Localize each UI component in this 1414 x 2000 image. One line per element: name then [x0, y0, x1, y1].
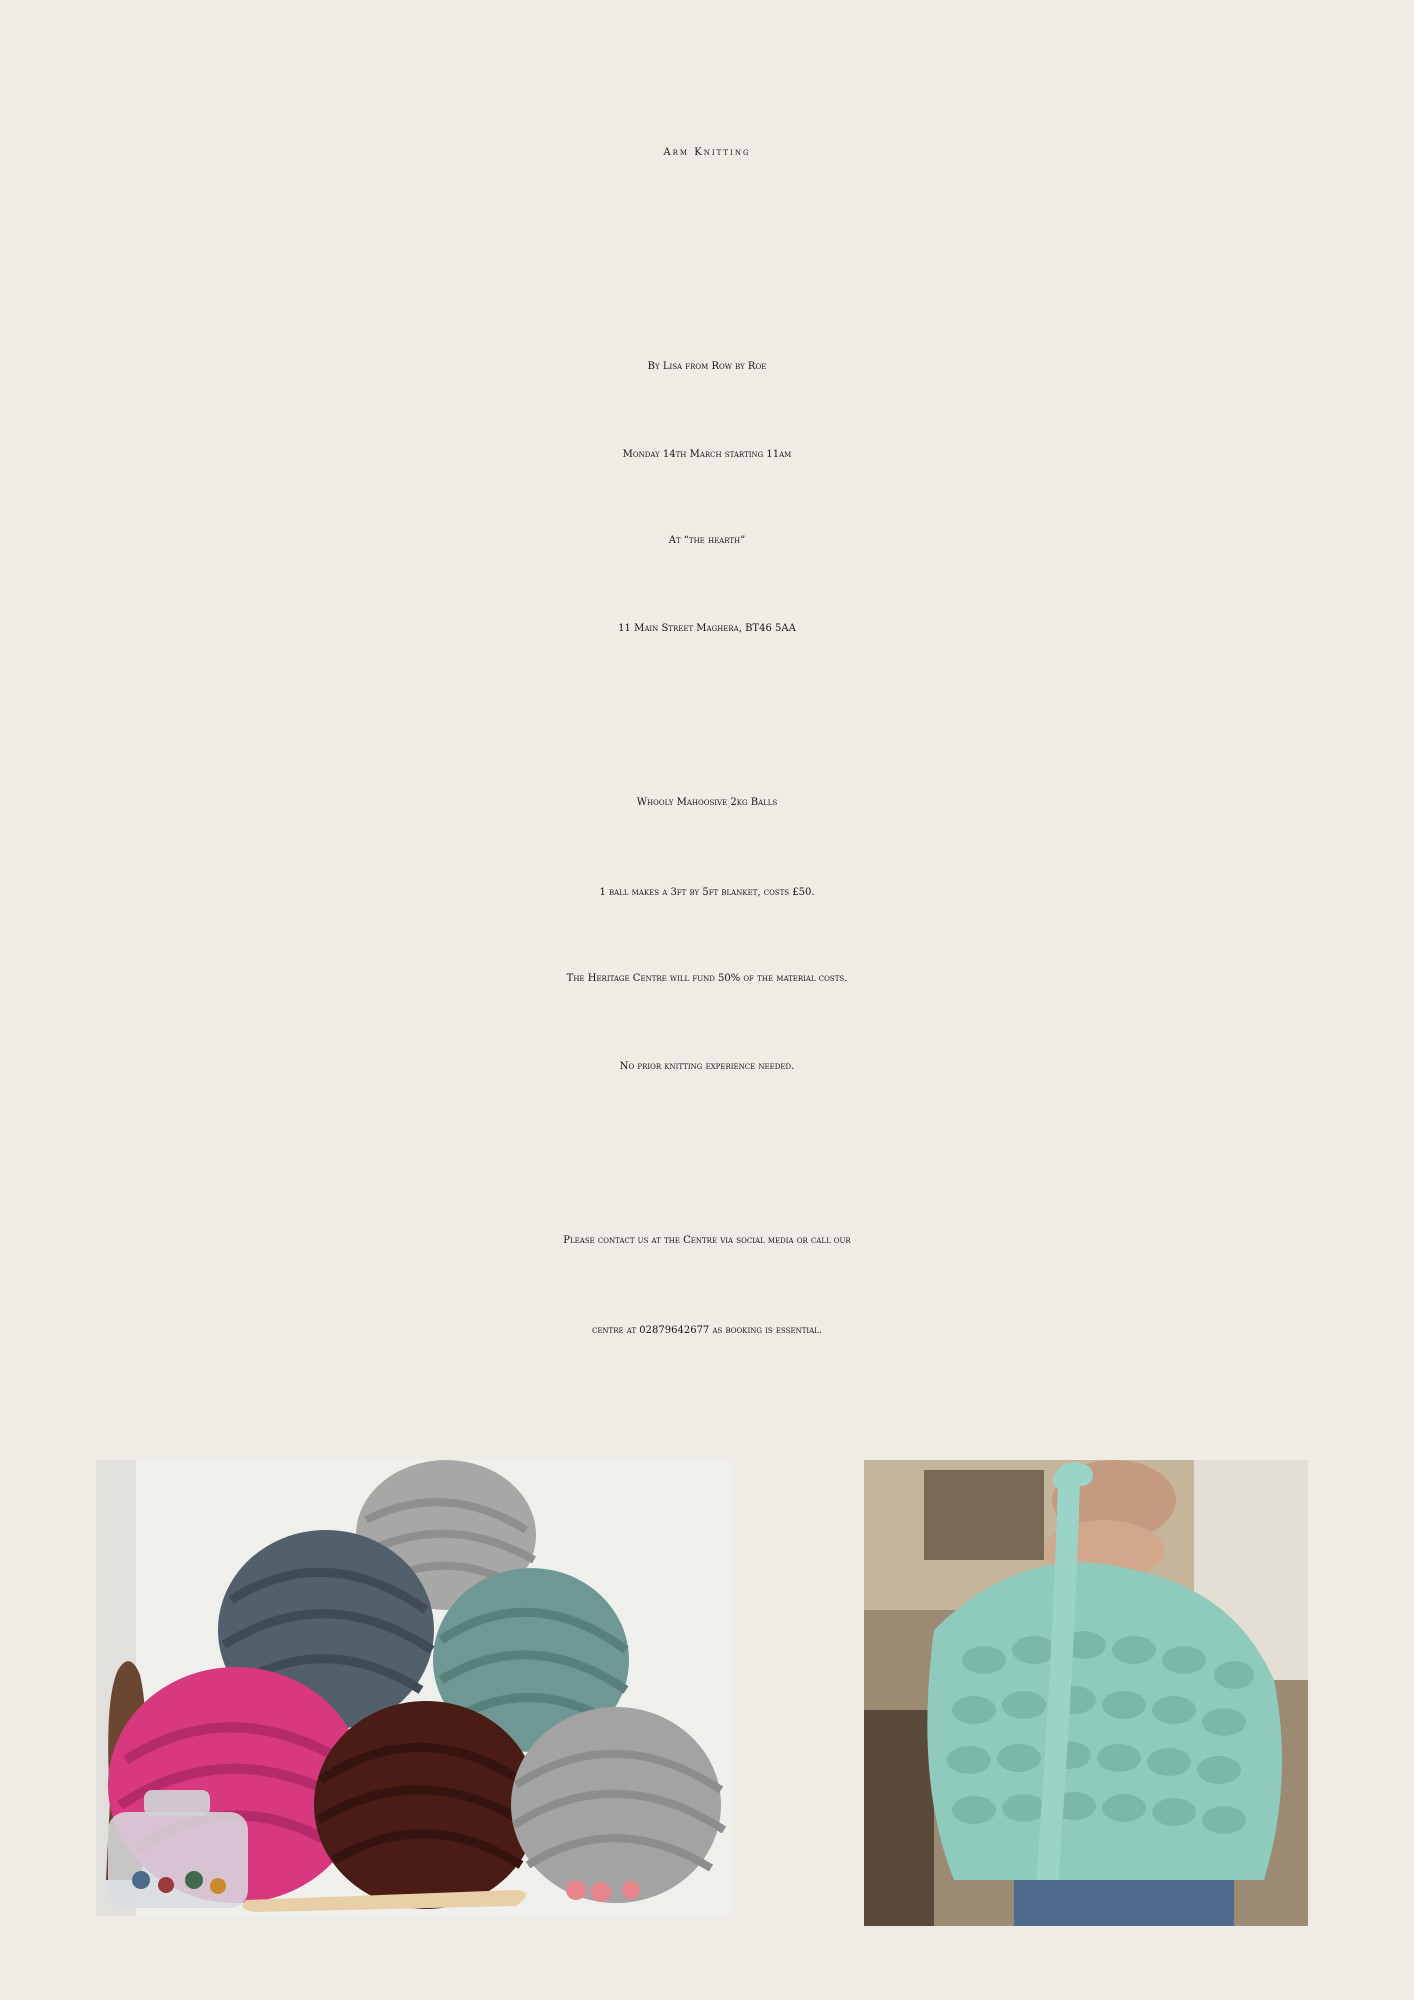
address: 11 Main Street Maghera, BT46 5AA — [618, 623, 796, 634]
glass-jar — [108, 1812, 248, 1908]
poster-title: Arm Knitting — [663, 147, 751, 158]
event-date: Monday 14th March starting 11am — [622, 449, 792, 460]
knitted-blanket-illustration — [864, 1460, 1308, 1926]
contact-line-2: centre at 02879642677 as booking is essential. — [591, 1325, 823, 1336]
jeans — [1014, 1880, 1234, 1926]
venue: At “the hearth” — [668, 535, 746, 546]
yarn-balls-illustration — [96, 1460, 730, 1916]
grey-yarn-ball-right — [511, 1707, 721, 1903]
byline: By Lisa from Row by Roe — [647, 361, 767, 372]
yarn-balls-photo — [96, 1460, 730, 1916]
knitted-blanket-photo — [864, 1460, 1308, 1926]
product-detail: 1 ball makes a 3ft by 5ft blanket, costs £50. — [599, 887, 815, 898]
experience-note: No prior knitting experience needed. — [619, 1061, 795, 1072]
contact-line-1: Please contact us at the Centre via social media or call our — [563, 1235, 851, 1246]
product-heading: Whooly Mahoosive 2kg Balls — [636, 797, 778, 808]
funding-note: The Heritage Centre will fund 50% of the material costs. — [566, 973, 848, 984]
